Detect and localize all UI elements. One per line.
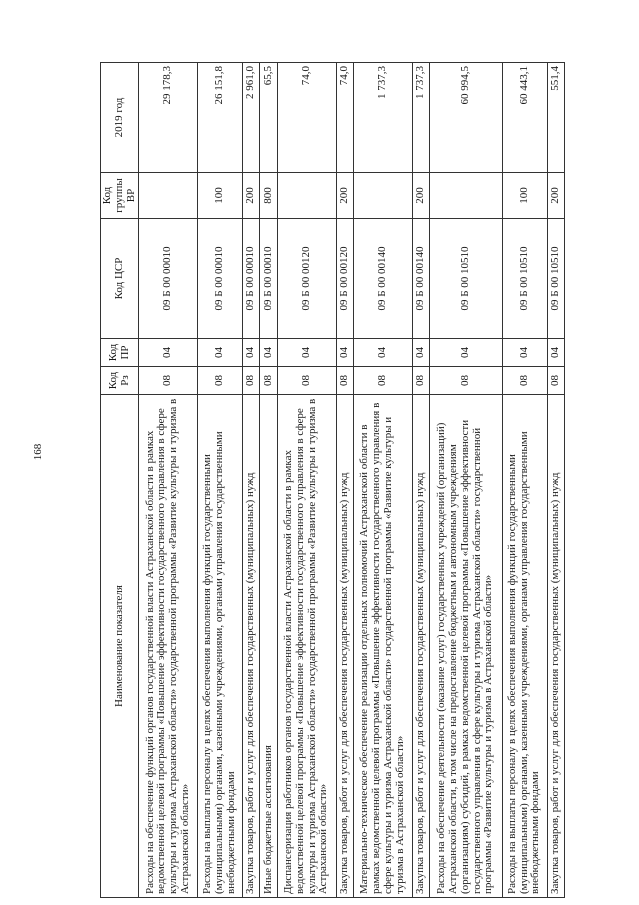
row-rz: 08 [336, 367, 353, 395]
page-number: 168 [32, 443, 44, 461]
table-row [277, 63, 336, 898]
row-pr: 04 [336, 339, 353, 367]
row-csr: 09 Б 00 00120 [336, 219, 353, 339]
row-rz: 08 [353, 367, 412, 395]
row-name: Материально-техническое обеспечение реализации отдельных полномочий Астраханской области в рамках ведомственной целевой программы «Повышение эффективности государственного управления в сфере культуры и туризма Астраханской области» государственной программы «Развитие культуры и туризма в Астраханской области» [353, 395, 412, 898]
budget-table [100, 62, 565, 898]
row-vr [429, 173, 502, 219]
row-csr: 09 Б 00 00010 [260, 219, 277, 339]
row-rz: 08 [198, 367, 243, 395]
row-csr: 09 Б 00 10510 [547, 219, 564, 339]
table-row [336, 63, 353, 898]
row-csr: 09 Б 00 00010 [243, 219, 260, 339]
row-pr: 04 [412, 339, 429, 367]
row-csr: 09 Б 00 00140 [353, 219, 412, 339]
row-csr: 09 Б 00 00120 [277, 219, 336, 339]
row-vr: 200 [336, 173, 353, 219]
row-pr: 04 [139, 339, 198, 367]
table-header-row [101, 63, 139, 898]
row-name: Расходы на выплаты персоналу в целях обеспечения выполнения функций государственными (муниципальными) органами, казенными учреждениями, органами управления государственными внебюджетными фондами [502, 395, 547, 898]
row-vr: 800 [260, 173, 277, 219]
table-row [502, 63, 547, 898]
row-rz: 08 [429, 367, 502, 395]
row-amount: 2 961,0 [243, 63, 260, 173]
row-rz: 08 [260, 367, 277, 395]
row-rz: 08 [139, 367, 198, 395]
row-rz: 08 [277, 367, 336, 395]
row-rz: 08 [547, 367, 564, 395]
row-csr: 09 Б 00 00010 [139, 219, 198, 339]
row-amount: 74,0 [277, 63, 336, 173]
row-csr: 09 Б 00 00010 [198, 219, 243, 339]
row-name: Расходы на обеспечение деятельности (оказание услуг) государственных учреждений (организаций) Астраханской области, в том числе на предоставление бюджетным и автономным учреждениям (организациям) субсидий, в рамках ведомственной целевой программы «Повышение эффективности государственного управления в сфере культуры и туризма Астраханской области» государственной программы «Развитие культуры и туризма в Астраханской области» [429, 395, 502, 898]
table-row [243, 63, 260, 898]
row-vr: 200 [243, 173, 260, 219]
row-amount: 1 737,3 [412, 63, 429, 173]
row-name: Диспансеризация работников органов государственной власти Астраханской области в рамках ведомственной целевой программы «Повышение эффективности государственного управления в сфере культуры и туризма Астраханской области» государственной программы «Развитие культуры и туризма в Астраханской области» [277, 395, 336, 898]
row-name: Закупка товаров, работ и услуг для обеспечения государственных (муниципальных) нужд [243, 395, 260, 898]
row-amount: 29 178,3 [139, 63, 198, 173]
table-row [260, 63, 277, 898]
row-name: Закупка товаров, работ и услуг для обеспечения государственных (муниципальных) нужд [412, 395, 429, 898]
row-vr: 100 [198, 173, 243, 219]
row-amount: 60 443,1 [502, 63, 547, 173]
header-csr: Код ЦСР [101, 219, 139, 339]
row-pr: 04 [243, 339, 260, 367]
row-amount: 65,5 [260, 63, 277, 173]
row-vr: 200 [412, 173, 429, 219]
row-csr: 09 Б 00 10510 [502, 219, 547, 339]
row-csr: 09 Б 00 00140 [412, 219, 429, 339]
row-vr [353, 173, 412, 219]
row-vr [277, 173, 336, 219]
row-amount: 1 737,3 [353, 63, 412, 173]
row-name: Расходы на обеспечение функций органов государственной власти Астраханской области в рамках ведомственной целевой программы «Повышение эффективности государственного управления в сфере культуры и туризма Астраханской области» государственной программы «Развитие культуры и туризма в Астраханской области» [139, 395, 198, 898]
row-pr: 04 [198, 339, 243, 367]
row-amount: 26 151,8 [198, 63, 243, 173]
row-name: Расходы на выплаты персоналу в целях обеспечения выполнения функций государственными (муниципальными) органами, казенными учреждениями, органами управления государственными внебюджетными фондами [198, 395, 243, 898]
row-pr: 04 [502, 339, 547, 367]
row-pr: 04 [277, 339, 336, 367]
row-name: Закупка товаров, работ и услуг для обеспечения государственных (муниципальных) нужд [547, 395, 564, 898]
row-pr: 04 [353, 339, 412, 367]
header-year: 2019 год [101, 63, 139, 173]
table-row [547, 63, 564, 898]
table-row [429, 63, 502, 898]
row-vr: 100 [502, 173, 547, 219]
row-amount: 60 994,5 [429, 63, 502, 173]
row-rz: 08 [412, 367, 429, 395]
row-rz: 08 [243, 367, 260, 395]
rotated-table-wrapper [100, 63, 565, 898]
row-csr: 09 Б 00 10510 [429, 219, 502, 339]
row-name: Закупка товаров, работ и услуг для обеспечения государственных (муниципальных) нужд [336, 395, 353, 898]
header-pr: Код ПР [101, 339, 139, 367]
table-row [198, 63, 243, 898]
table-row [139, 63, 198, 898]
header-vr: Код группы ВР [101, 173, 139, 219]
table-row [353, 63, 412, 898]
row-vr: 200 [547, 173, 564, 219]
table-row [412, 63, 429, 898]
row-pr: 04 [429, 339, 502, 367]
row-name: Иные бюджетные ассигнования [260, 395, 277, 898]
row-pr: 04 [547, 339, 564, 367]
row-pr: 04 [260, 339, 277, 367]
row-amount: 74,0 [336, 63, 353, 173]
header-rz: Код Рз [101, 367, 139, 395]
row-amount: 551,4 [547, 63, 564, 173]
row-vr [139, 173, 198, 219]
header-name: Наименование показателя [101, 395, 139, 898]
row-rz: 08 [502, 367, 547, 395]
